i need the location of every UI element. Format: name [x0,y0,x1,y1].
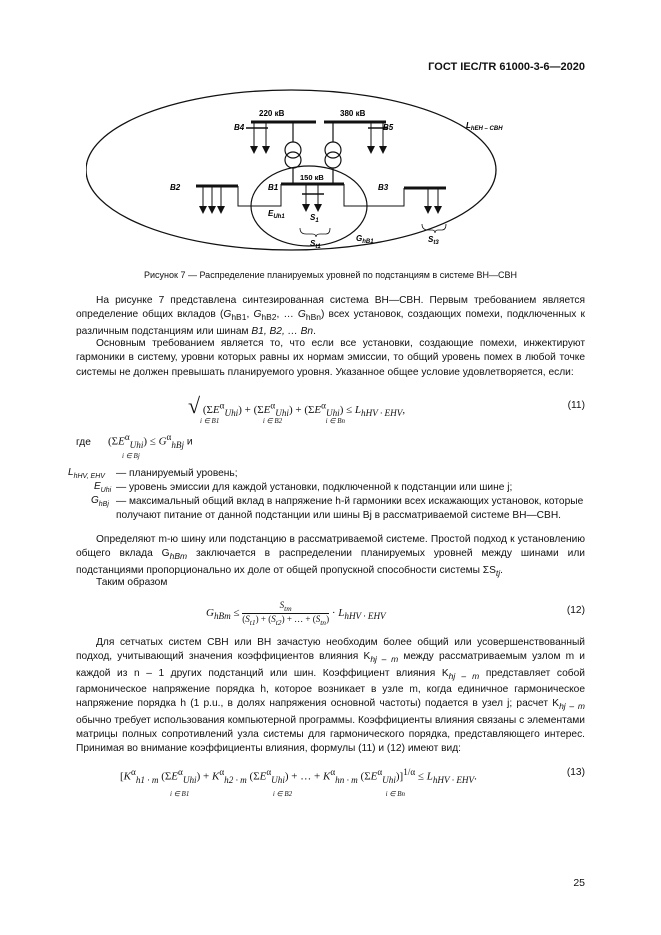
paragraph-5: Для сетчатых систем СВН или ВН зачастую необходим более общий или усовершенствованный подход, учитывающий значения коэффициентов влияния $K_{hj - m}$ между рассматриваемым узлом m и каждой из n – 1 других подстанций или шин. Коэффициент влияния $K_{hj - m}$ представляет собой гармоническое напряжение порядка h, которое возникает в узле m, когда единичное гармоническое напряжение порядка h (1 p.u., в долях напряжения основной частоты) подается в узел j; расчет $K_{hj - m}$ обычно требует использования компьютерной программы. Коэффициенты влияния связаны с элементами матрицы полных сопротивлений узла системы для гармонического порядка, представляющего интерес. Принимая во внимание коэффициенты влияния, формулы (11) и (12) имеют вид: [76,637,585,755]
page-number: 25 [573,877,585,889]
load-arrow [424,206,432,214]
load-arrow [199,206,207,214]
label-st1: $S_{t1}$ [310,239,321,250]
equation-11: √ $(\Sigma E^\alpha_{Uhi}) + (\Sigma E^\alpha_{Uhi}) + (\Sigma E^\alpha_{Uhi}) \le L_{hHV \cdot EHV}$, [188,393,406,419]
equation-13-number: (13) [566,767,585,778]
equation-13: [$K^\alpha_{h1 \cdot m}$ $(\Sigma E^\alpha_{Uhi}) + K^\alpha_{h2 \cdot m}$ $(\Sigma E^\alpha_{Uhi})$ + … + $K^\alpha_{hn \cdot m}$ $(\Sigma E^\alpha_{Uhi})]^{1/\alpha} \le L_{hHV \cdot EHV}$. [120,767,477,785]
load-arrow [434,206,442,214]
symbol-g: $G_{hBj}$ [91,495,109,508]
label-b2: B2 [170,183,181,192]
equation-12-number: (12) [566,605,585,616]
where-expression: $(\Sigma E^\alpha_{Uhi}) \le G^\alpha_{hBj}$ и [108,432,193,450]
load-arrow [367,146,375,154]
label-220kv: 220 кВ [259,109,285,118]
paragraph-4: Таким образом [96,577,168,588]
definition-l: — планируемый уровень; [116,468,238,479]
figure-caption: Рисунок 7 — Распределение планируемых уровней по подстанциям в системе ВН—СВН [144,270,517,280]
figure-7-diagram [86,88,506,258]
equation-12: $G_{hBm}$ ≤ $S_{tm}$ $(S_{t1}) + (S_{t2})$ + … + $(S_{tn})$ · $L_{hHV \cdot EHV}$ [206,600,386,627]
load-arrow [302,204,310,212]
where-label: где [76,437,91,448]
paragraph-1: На рисунке 7 представлена синтезированная система ВН—СВН. Первым требованием является определение общих вкладов ($G_{hB1}$, $G_{hB2}$, … $G_{hBn}$) всех установок, создающих помехи, подключенных к различным подстанциям или шинам B1, B2, … Bn. [76,295,585,337]
load-arrow [262,146,270,154]
label-l-total: $L_{hEH - CBH}$ [466,121,503,132]
paragraph-3: Определяют m-ю шину или подстанцию в рассматриваемой системе. Простой подход к установлению общего вклада $G_{hBm}$ заключается в распределении планируемых уровней между шинами или подстанциями пропорционально их доле от общей пропускной способности системы $\Sigma S_{tj}$. [76,534,585,578]
equation-11-limits: i ∈ B1 i ∈ B2 i ∈ Bn [200,417,345,425]
transformer-icon [285,152,301,168]
label-150kv: 150 кВ [300,173,324,182]
transformer-icon [285,142,301,158]
label-ghb1: $G_{hB1}$ [356,234,374,245]
document-header: ГОСТ IEC/TR 61000-3-6—2020 [428,61,585,73]
definition-e: — уровень эмиссии для каждой установки, подключенной к подстанции или шине j; [116,482,513,493]
load-arrow [314,204,322,212]
symbol-e: $E_{Uhi}$ [94,481,112,494]
load-arrow [250,146,258,154]
definition-g: — максимальный общий вклад в напряжение h-й гармоники всех искажающих установок, которые получают питание от данной подстанции или шины Bj в рассматриваемой системе ВН—СВН. [116,496,584,522]
label-b3: B3 [378,183,389,192]
label-e-uh1: $E_{Uh1}$ [268,209,285,220]
load-arrow [208,206,216,214]
label-b4: B4 [234,123,245,132]
label-380kv: 380 кВ [340,109,366,118]
label-b1: B1 [268,183,279,192]
where-limit: i ∈ Bj [122,452,140,460]
outer-system-ellipse [86,90,496,250]
load-arrow [379,146,387,154]
load-arrow [217,206,225,214]
transformer-icon [325,142,341,158]
transformer-icon [325,152,341,168]
paragraph-2: Основным требованием является то, что если все установки, создающие помехи, инжектируют гармоники в систему, уровни которых равны их нормам эмиссии, то общий уровень помех в любой точке системы не должен превышать планируемого уровня. Указанное общее условие удовлетворяется, если: [76,338,585,378]
equation-11-number: (11) [567,400,585,411]
label-b5: B5 [383,123,394,132]
symbol-l: $L_{hHV, EHV}$ [68,467,105,480]
label-s1: $S_1$ [310,213,319,224]
label-st3: $S_{t3}$ [428,235,439,246]
equation-13-limits: i ∈ B1 i ∈ B2 i ∈ Bn [170,790,405,798]
